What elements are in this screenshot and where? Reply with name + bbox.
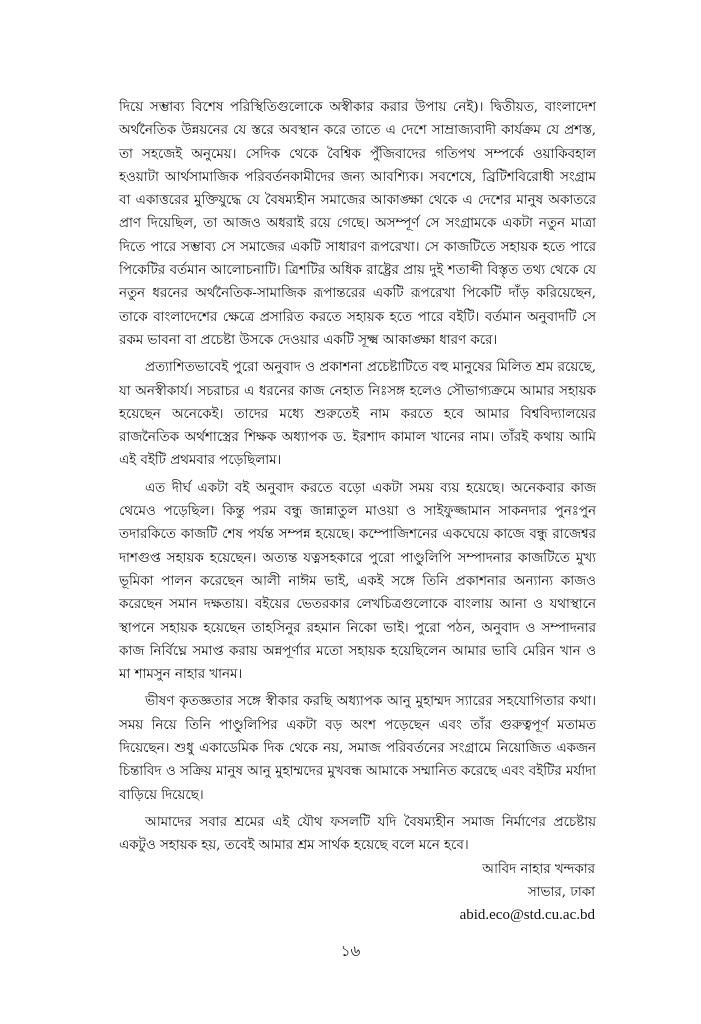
paragraph-4: ভীষণ কৃতজ্ঞতার সঙ্গে স্বীকার করছি অধ্যাপক আনু মুহাম্মদ স্যারের সহযোগিতার কথা। সময় নিয়ে তিনি পাণ্ডুলিপির একটা বড় অংশ পড়েছেন এবং তাঁর গুরুত্বপূর্ণ মতামত দিয়েছেন। শুধু একাডেমিক দিক থেকে নয়, সমাজ পরিবর্তনের সংগ্রামে নিয়োজিত একজন চিন্তাবিদ ও সক্রিয় মানুষ আনু মুহাম্মদের মুখবন্ধ আমাকে সম্মানিত করেছে এবং বইটির মর্যাদা বাড়িয়ে দিয়েছে। xyxy=(119,694,596,803)
paragraph-2: প্রত্যাশিতভাবেই পুরো অনুবাদ ও প্রকাশনা প্রচেষ্টাটিতে বহু মানুষের মিলিত শ্রম রয়েছে, যা অনস্বীকার্য। সচরাচর এ ধরনের কাজ নেহাত নিঃসঙ্গ হলেও সৌভাগ্যক্রমে আমার সহায়ক হয়েছেন অনেকেই। তাদের মধ্যে শুরুতেই নাম করতে হবে আমার বিশ্ববিদ্যালয়ের রাজনৈতিক অর্থশাস্ত্রের শিক্ষক অধ্যাপক ড. ইরশাদ কামাল খানের নাম। তাঁরই কথায় আমি এই বইটি প্রথমবার পড়েছিলাম। xyxy=(119,360,596,469)
author-place: সাভার, ঢাকা xyxy=(527,885,595,900)
signature-block xyxy=(460,858,595,927)
page-number: ১৬ xyxy=(340,942,361,960)
author-email: abid.eco@std.cu.ac.bd xyxy=(459,907,595,923)
paragraph-1: দিয়ে সম্ভাব্য বিশেষ পরিস্থিতিগুলোকে অস্বীকার করার উপায় নেই)। দ্বিতীয়ত, বাংলাদেশ অর্থনৈতিক উন্নয়নের যে স্তরে অবস্থান করে তাতে এ দেশে সাম্রাজ্যবাদী কার্যক্রম যে প্রশস্ত, তা সহজেই অনুমেয়। সেদিক থেকে বৈশ্বিক পুঁজিবাদের গতিপথ সম্পর্কে ওয়াকিবহাল হওয়াটা আর্থসামাজিক পরিবর্তনকামীদের জন্য আবশ্যিক। সবশেষে, ব্রিটিশবিরোধী সংগ্রাম বা একাত্তরের মুক্তিযুদ্ধে যে বৈষম্যহীন সমাজের আকাঙ্ক্ষা থেকে এ দেশের মানুষ অকাতরে প্রাণ দিয়েছিল, তা আজও অধরাই রয়ে গেছে। অসম্পূর্ণ সে সংগ্রামকে একটা নতুন মাত্রা দিতে পারে সম্ভাব্য সে সমাজের একটি সাধারণ রূপরেখা। সে কাজটিতে সহায়ক হতে পারে পিকেটির বর্তমান আলোচনাটি। ত্রিশটির অধিক রাষ্ট্রের প্রায় দুই শতাব্দী বিস্তৃত তথ্য থেকে যে নতুন ধরনের অর্থনৈতিক-সামাজিক রূপান্তরের একটি রূপরেখা পিকেটি দাঁড় করিয়েছেন, তাকে বাংলাদেশের ক্ষেত্রে প্রসারিত করতে সহায়ক হতে পারে বইটি। বর্তমান অনুবাদটি সে রকম ভাবনা বা প্রচেষ্টা উসকে দেওয়ার একটি সূক্ষ্ম আকাঙ্ক্ষা ধারণ করে। xyxy=(119,100,596,348)
body-text xyxy=(119,96,596,858)
author-name: আবিদ নাহার খন্দকার xyxy=(482,862,595,877)
paragraph-3: এত দীর্ঘ একটা বই অনুবাদ করতে বড়ো একটা সময় ব্যয় হয়েছে। অনেকবার কাজ থেমেও পড়েছিল। কিন্তু পরম বন্ধু জান্নাতুল মাওয়া ও সাইফুজ্জামান সাকনদার পুনঃপুন তদারকিতে কাজটি শেষ পর্যন্ত সম্পন্ন হয়েছে। কম্পোজিশনের একঘেয়ে কাজে বন্ধু রাজেশ্বর দাশগুপ্ত সহায়ক হয়েছেন। অত্যন্ত যত্নসহকারে পুরো পাণ্ডুলিপি সম্পাদনার কাজটিতে মুখ্য ভূমিকা পালন করেছেন আলী নাঈম ভাই, একই সঙ্গে তিনি প্রকাশনার অন্যান্য কাজও করেছেন সমান দক্ষতায়। বইয়ের ভেতরকার লেখচিত্রগুলোকে বাংলায় আনা ও যথাস্থানে স্থাপনে সহায়ক হয়েছেন তাহসিনুর রহমান নিকো ভাই। পুরো পঠন, অনুবাদ ও সম্পাদনার কাজ নির্বিঘ্নে সমাপ্ত করায় অন্নপূর্ণার মতো সহায়ক হয়েছিলেন আমার ভাবি মেরিন খান ও মা শামসুন নাহার খানম। xyxy=(119,480,596,683)
paragraph-5: আমাদের সবার শ্রমের এই যৌথ ফসলটি যদি বৈষম্যহীন সমাজ নির্মাণের প্রচেষ্টায় একটুও সহায়ক হয়, তবেই আমার শ্রম সার্থক হয়েছে বলে মনে হবে। xyxy=(119,814,596,854)
